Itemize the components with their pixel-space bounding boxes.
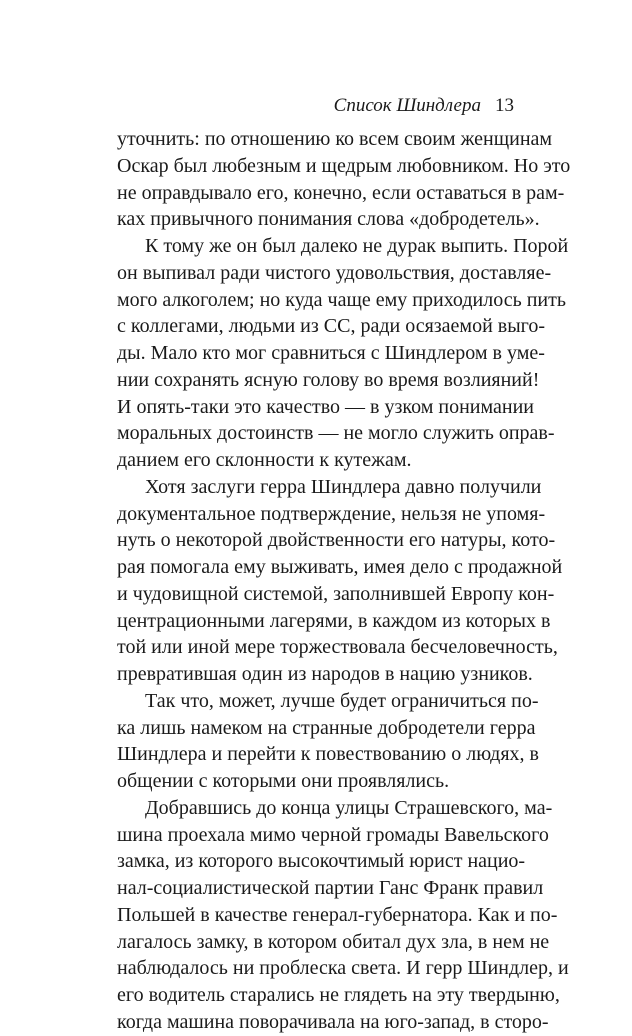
text-line: рая помогала ему выживать, имея дело с продажной — [117, 556, 563, 578]
paragraph-first-line: К тому же он был далеко не дурак выпить. Порой — [145, 235, 569, 257]
book-title: Список Шиндлера — [333, 95, 481, 116]
text-line: замка, из которого высокочтимый юрист нацио- — [117, 850, 526, 873]
text-line: лагалось замку, в котором обитал дух зла, в нем не — [117, 930, 550, 953]
text-line: центрационными лагерями, в каждом из которых в — [117, 609, 551, 632]
text-line: ды. Мало кто мог сравниться с Шиндлером в уме- — [117, 342, 545, 364]
paragraph-first-line: Хотя заслуги герра Шиндлера давно получили — [145, 475, 542, 498]
text-line: документальное подтверждение, нельзя не упомя- — [117, 502, 546, 525]
text-line: шина проехала мимо черной громады Вавельского — [117, 823, 549, 846]
text-line: когда машина поворачивала на юго-запад, в сторо- — [117, 1010, 549, 1033]
text-line: И опять-таки это качество — в узком понимании — [117, 395, 534, 418]
text-line: нуть о некоторой двойственности его натуры, кото- — [117, 529, 556, 552]
text-line: и чудовищной системой, заполнившей Европу кон- — [117, 582, 555, 605]
text-line: Шиндлера и перейти к повествованию о людях, в — [117, 743, 539, 766]
text-line: нал-социалистической партии Ганс Франк правил — [117, 877, 544, 899]
text-line: его водитель старались не глядеть на эту твердыню, — [117, 984, 560, 1006]
running-header — [334, 94, 514, 118]
text-line: моральных достоинств — не могло служить оправ- — [117, 422, 555, 445]
text-line: данием его склонности к кутежам. — [117, 449, 412, 471]
text-line: той или иной мере торжествовала бесчеловечность, — [117, 636, 558, 659]
text-line: не оправдывало его, конечно, если оставаться в рам- — [117, 181, 565, 204]
text-line: общении с которыми они проявлялись. — [117, 770, 450, 792]
text-line: с коллегами, людьми из СС, ради осязаемой выго- — [117, 315, 546, 338]
text-line: Оскар был любезным и щедрым любовником. Но это — [117, 154, 571, 177]
text-line: он выпивал ради чистого удовольствия, доставляе- — [117, 261, 552, 284]
text-line: уточнить: по отношению ко всем своим женщинам — [117, 128, 553, 150]
text-line: ках привычного понимания слова «добродетель». — [117, 208, 540, 231]
paragraph-first-line: Так что, может, лучше будет ограничиться по- — [145, 689, 539, 712]
page-number: 13 — [495, 95, 514, 116]
text-line: Польшей в качестве генерал-губернатора. Как и по- — [117, 903, 558, 926]
paragraph-first-line: Добравшись до конца улицы Страшевского, ма- — [145, 796, 553, 819]
text-line: превратившая один из народов в нацию узников. — [117, 663, 533, 685]
text-line: нии сохранять ясную голову во время возлияний! — [117, 368, 540, 391]
text-line: наблюдалось ни проблеска света. И герр Шиндлер, и — [117, 957, 569, 980]
text-line: ка лишь намеком на странные добродетели герра — [117, 716, 536, 739]
body-text — [117, 126, 571, 1036]
text-line: мого алкоголем; но куда чаще ему приходилось пить — [117, 288, 566, 311]
